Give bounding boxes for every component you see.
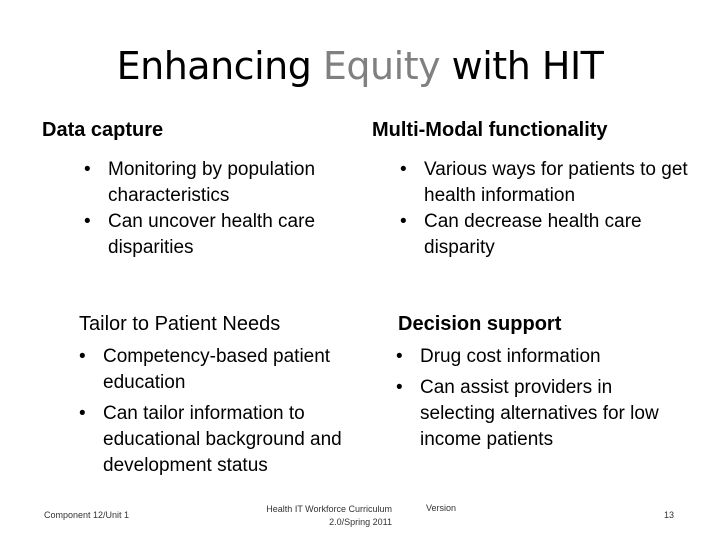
list-item: • Drug cost information bbox=[396, 344, 676, 370]
bullet-icon: • bbox=[400, 159, 407, 180]
bullet-icon: • bbox=[79, 403, 86, 424]
decision-support-list bbox=[396, 344, 676, 458]
list-item: • Can decrease health care disparity bbox=[400, 211, 642, 258]
bullet-icon: • bbox=[84, 211, 91, 232]
list-item: • Can assist providers in selecting alternatives for low income patients bbox=[396, 377, 659, 450]
footer-version: Version bbox=[426, 503, 457, 513]
bullet-icon: • bbox=[396, 377, 403, 398]
bullet-icon: • bbox=[400, 211, 407, 232]
bullet-icon: • bbox=[396, 346, 403, 367]
list-item: • Competency-based patient education bbox=[79, 346, 331, 393]
decision-support-heading: Decision support bbox=[398, 313, 562, 335]
list-item: • Monitoring by population characteristics bbox=[84, 159, 316, 206]
data-capture-list bbox=[84, 157, 374, 261]
footer-curriculum bbox=[258, 503, 392, 529]
title-part2: with HIT bbox=[440, 44, 604, 88]
bullet-icon: • bbox=[84, 159, 91, 180]
footer-curriculum-line2: 2.0/Spring 2011 bbox=[329, 517, 392, 527]
multimodal-list bbox=[400, 157, 705, 261]
list-item: • Can uncover health care disparities bbox=[84, 211, 316, 258]
title-accent: Equity bbox=[322, 44, 441, 88]
tailor-list bbox=[79, 344, 349, 484]
page-number: 13 bbox=[664, 510, 675, 520]
list-item: • Various ways for patients to get health information bbox=[400, 159, 688, 206]
list-item: • Can tailor information to educational background and development status bbox=[79, 403, 342, 476]
data-capture-heading: Data capture bbox=[42, 119, 164, 141]
footer-curriculum-line1: Health IT Workforce Curriculum bbox=[266, 504, 392, 514]
tailor-heading: Tailor to Patient Needs bbox=[79, 313, 281, 335]
multimodal-heading: Multi-Modal functionality bbox=[372, 119, 608, 141]
footer-component: Component 12/Unit 1 bbox=[44, 510, 130, 520]
title-part1: Enhancing bbox=[116, 44, 323, 88]
slide-title bbox=[0, 44, 720, 88]
bullet-icon: • bbox=[79, 346, 86, 367]
